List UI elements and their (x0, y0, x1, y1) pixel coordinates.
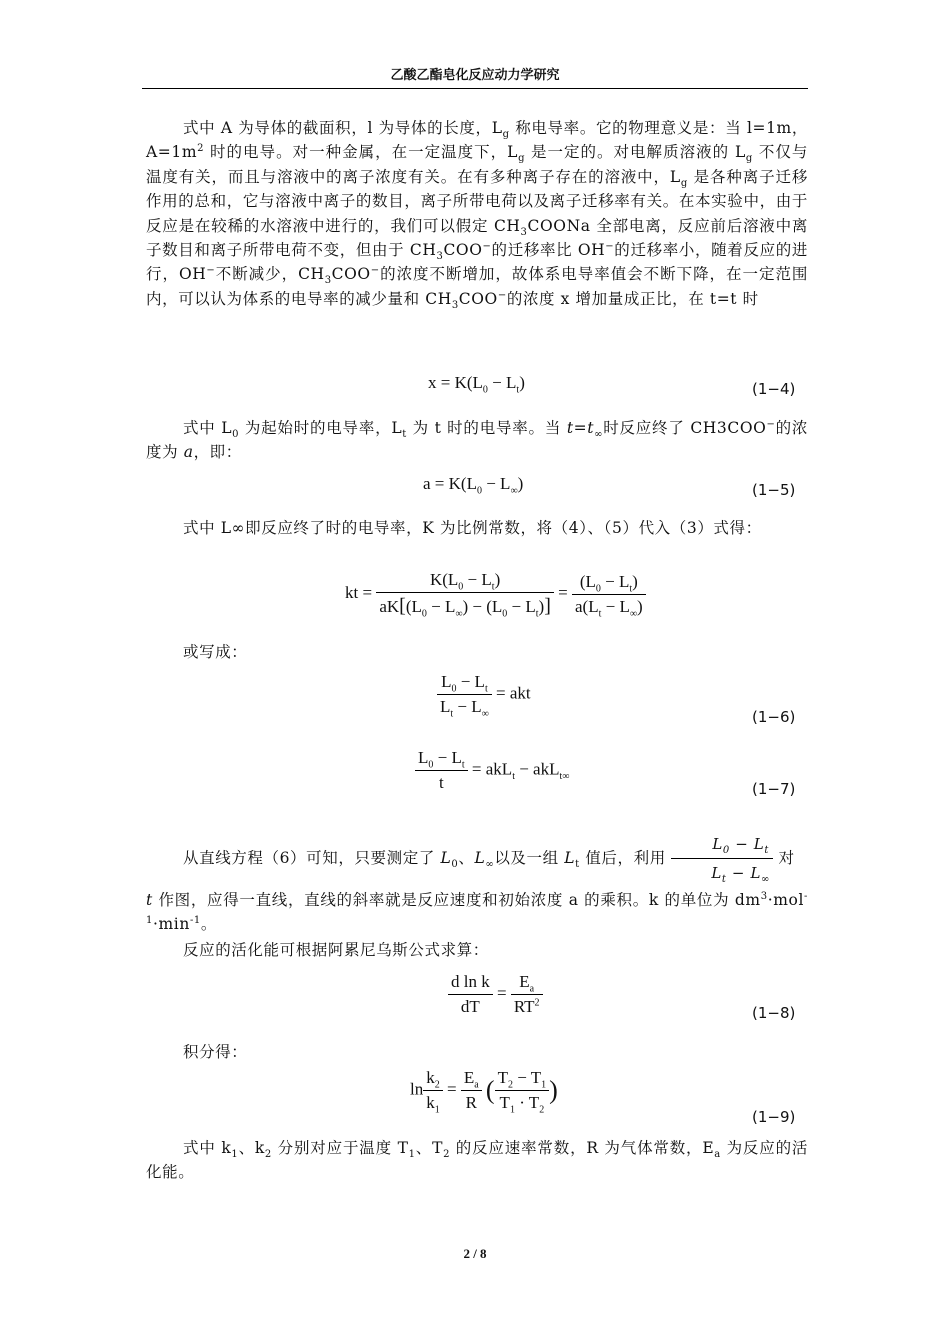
eq-number-1-5: (1−5) (752, 481, 796, 499)
paragraph-substitution: 式中 L∞即反应终了时的电导率，K 为比例常数，将（4）、（5）代入（3）式得： (183, 519, 762, 537)
equation-kt: kt = $\frac{K(L_0 - L_t)}{aK[(L_0 - L_\infty) - (L_0 - L_t)]}$ = $\frac{(L_0 - L_t)}{a(L_t - L_\infty)}$ (345, 570, 646, 618)
eq-number-1-7: (1−7) (752, 780, 796, 798)
eq-number-1-4: (1−4) (752, 380, 796, 398)
paragraph-linear-plot (146, 832, 808, 886)
equation-1-6: $\frac{L_0 - L_t}{L_t - L_\infty}$ = akt (437, 672, 531, 717)
header-rule (142, 88, 808, 89)
equation-1-8: $\frac{\text{d ln k}}{dT}$ = $\frac{E_a}{RT^2}$ (448, 972, 543, 1017)
page-number: 2 / 8 (463, 1246, 487, 1261)
running-header: 乙酸乙酯皂化反应动力学研究 (390, 68, 560, 83)
paragraph-rewrite: 或写成： (183, 643, 248, 661)
paragraph-initial-conductivity: 式中 $L_0$ 为起始时的电导率，$L_t$ 为 t 时的电导率。当 $t=t_\infty$时反应终了 CH3COO−的浓度为 a，即： (146, 418, 808, 462)
eq-number-1-6: (1−6) (752, 708, 796, 726)
paragraph-integrate: 积分得： (183, 1043, 248, 1061)
paragraph-rate-constants: 式中 $k_1$、$k_2$ 分别对应于温度 $T_1$、$T_2$ 的反应速率常数，R 为气体常数，$E_a$ 为反应的活化能。 (146, 1139, 809, 1182)
equation-1-7: $\frac{L_0 - L_t}{t}$ = akL$_t$ − akL$_{t\infty}$ (415, 748, 569, 793)
inline-fraction: $\frac{L_0 - L_t}{L_t - L_\infty}$ (671, 832, 773, 886)
equation-1-4: $x = K(L_0 - L_t)$ (428, 373, 525, 396)
paragraph-slope: t 作图，应得一直线，直线的斜率就是反应速度和初始浓度 a 的乘积。k 的单位为 $dm^3\cdot mol^{-1}\cdot\min^{-1}$。 (146, 890, 808, 934)
paragraph-arrhenius: 反应的活化能可根据阿累尼乌斯公式求算： (183, 941, 489, 959)
linear-plot-text-a: 从直线方程（6）可知，只要测定了 $L_0$、$L_\infty$以及一组 $L_t$ 值后，利用 (183, 848, 666, 870)
eq-number-1-9: (1−9) (752, 1108, 796, 1126)
paragraph-conductivity: 式中 A 为导体的截面积，l 为导体的长度，$L_g$ 称电导率。它的物理意义是：当 l=1m，$A=1m^2$ 时的电导。对一种金属，在一定温度下，$L_g$ 是一定的。对电解质溶液的 $L_g$ 不仅与温度有关，而且与溶液中的离子浓度有关。在有多种离子存在的溶液中，$L_g$ 是各种离子迁移作用的总和，它与溶液中离子的数目，离子所带电荷以及离子迁移率有关。在本实验中，由于反应是在较稀的水溶液中进行的，我们可以假定 $CH_3COONa$ 全部电离，反应前后溶液中离子数目和离子所带电荷不变，但由于 $CH_3COO^-$的迁移率比 OH−的迁移率小，随着反应的进行，OH−不断减少，$CH_3COO^-$的浓度不断增加，故体系电导率值会不断下降，在一定范围内，可以认为体系的电导率的减少量和 $CH_3COO^-$的浓度 x 增加量成正比，在 t=t 时 (146, 119, 809, 311)
eq-number-1-8: (1−8) (752, 1004, 796, 1022)
linear-plot-text-b: 对 (778, 848, 795, 867)
equation-1-9: ln $\frac{k_2}{k_1}$ = $\frac{E_a}{R}$ ( $\frac{T_2 - T_1}{T_1 \cdot T_2}$ ) (410, 1068, 558, 1116)
equation-1-5: $a = K(L_0 - L_\infty)$ (423, 474, 524, 497)
